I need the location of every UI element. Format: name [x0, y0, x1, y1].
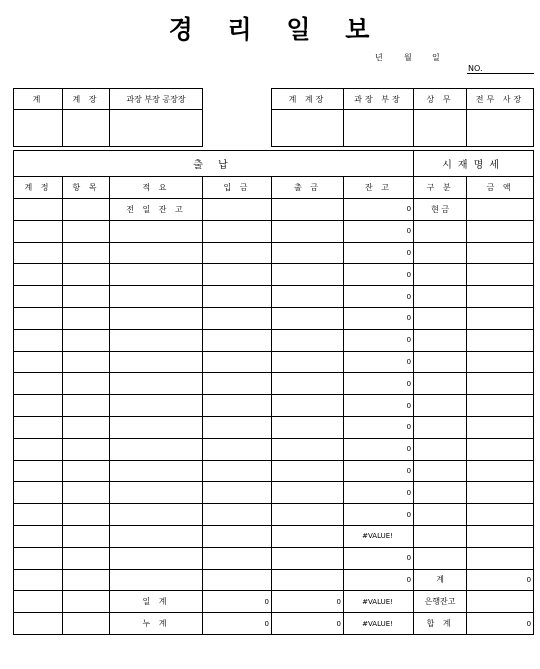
date-day-label: 일 [432, 53, 440, 62]
bank-balance-label: 은행잔고 [414, 591, 467, 613]
column-header-deposit: 입 금 [203, 177, 272, 199]
daily-total-label: 일 계 [110, 591, 203, 613]
balance-cell: 0 [344, 329, 414, 351]
account-cell[interactable] [14, 220, 63, 242]
deposit-cell[interactable] [203, 286, 272, 308]
ledger-row [14, 504, 534, 526]
cumulative-total-balance: #VALUE! [344, 613, 414, 635]
withdrawal-cell[interactable] [272, 199, 344, 221]
deposit-cell[interactable] [203, 264, 272, 286]
item-cell[interactable] [63, 504, 110, 526]
account-cell[interactable] [14, 569, 63, 591]
daily-total-in: 0 [203, 591, 272, 613]
grand-total-label: 합 계 [414, 613, 467, 635]
balance-cell: 0 [344, 504, 414, 526]
ledger-row [14, 460, 534, 482]
account-cell[interactable] [14, 351, 63, 373]
item-cell[interactable] [63, 220, 110, 242]
deposit-cell[interactable] [203, 199, 272, 221]
item-cell[interactable] [63, 351, 110, 373]
balance-cell: #VALUE! [344, 525, 414, 547]
deposit-cell[interactable] [203, 395, 272, 417]
account-cell[interactable] [14, 373, 63, 395]
cumulative-total-in: 0 [203, 613, 272, 635]
item-cell[interactable] [63, 591, 110, 613]
ledger-row [14, 373, 534, 395]
deposit-cell[interactable] [203, 329, 272, 351]
deposit-cell[interactable] [203, 416, 272, 438]
balance-cell: 0 [344, 242, 414, 264]
amount-cell[interactable] [467, 416, 534, 438]
balance-cell: 0 [344, 286, 414, 308]
category-cell [414, 547, 467, 569]
withdrawal-cell[interactable] [272, 373, 344, 395]
ledger-table [13, 150, 534, 635]
account-cell[interactable] [14, 286, 63, 308]
date-month-label: 월 [404, 53, 412, 62]
column-header-amount: 금 액 [467, 177, 534, 199]
balance-cell: 0 [344, 460, 414, 482]
deposit-cell[interactable] [203, 547, 272, 569]
ledger-row [14, 199, 534, 221]
balance-cell: 0 [344, 264, 414, 286]
amount-cell[interactable] [467, 438, 534, 460]
summary-cell[interactable] [110, 482, 203, 504]
deposit-cell[interactable] [203, 482, 272, 504]
ledger-row [14, 242, 534, 264]
item-cell[interactable] [63, 613, 110, 635]
summary-cell[interactable] [110, 329, 203, 351]
deposit-cell[interactable] [203, 351, 272, 373]
ledger-row [14, 416, 534, 438]
column-header-withdrawal: 출 금 [272, 177, 344, 199]
account-cell[interactable] [14, 199, 63, 221]
category-cell [414, 438, 467, 460]
item-cell[interactable] [63, 373, 110, 395]
amount-cell[interactable] [467, 286, 534, 308]
document-title: 경 리 일 보 [168, 15, 372, 44]
account-cell[interactable] [14, 525, 63, 547]
cumulative-total-label: 누 계 [110, 613, 203, 635]
summary-cell[interactable] [110, 416, 203, 438]
deposit-cell[interactable] [203, 460, 272, 482]
ledger-body [14, 199, 534, 591]
balance-cell: 0 [344, 373, 414, 395]
withdrawal-cell[interactable] [272, 329, 344, 351]
approval-sign-box[interactable] [110, 110, 203, 147]
item-cell[interactable] [63, 286, 110, 308]
approval-table [13, 88, 534, 147]
category-cell [414, 373, 467, 395]
category-cell [414, 351, 467, 373]
amount-cell[interactable] [467, 264, 534, 286]
withdrawal-cell[interactable] [272, 525, 344, 547]
account-cell[interactable] [14, 264, 63, 286]
withdrawal-cell[interactable] [272, 307, 344, 329]
ledger-row [14, 329, 534, 351]
item-cell[interactable] [63, 569, 110, 591]
item-cell[interactable] [63, 199, 110, 221]
category-cell [414, 220, 467, 242]
daily-total-out: 0 [272, 591, 344, 613]
withdrawal-cell[interactable] [272, 547, 344, 569]
summary-cell[interactable] [110, 373, 203, 395]
approval-sign-box[interactable] [414, 110, 467, 147]
item-cell[interactable] [63, 395, 110, 417]
item-cell[interactable] [63, 242, 110, 264]
deposit-cell[interactable] [203, 242, 272, 264]
item-cell[interactable] [63, 482, 110, 504]
previous-balance-label: 전 일 잔 고 [110, 199, 203, 221]
summary-cell[interactable] [110, 547, 203, 569]
balance-cell: 0 [344, 395, 414, 417]
deposit-cell[interactable] [203, 373, 272, 395]
summary-cell[interactable] [110, 286, 203, 308]
summary-cell[interactable] [110, 220, 203, 242]
category-cell [414, 525, 467, 547]
summary-cell[interactable] [110, 569, 203, 591]
account-cell[interactable] [14, 460, 63, 482]
withdrawal-cell[interactable] [272, 569, 344, 591]
cash-label: 현 금 [414, 199, 467, 221]
column-header-summary: 적 요 [110, 177, 203, 199]
category-cell [414, 482, 467, 504]
approval-header-manager: 과장 부장 [344, 89, 414, 110]
column-header-item: 항 목 [63, 177, 110, 199]
section-header-cash-detail: 시재명세 [414, 151, 534, 177]
approval-sign-box[interactable] [63, 110, 110, 147]
grand-total-value: 0 [467, 613, 534, 635]
category-cell [414, 416, 467, 438]
balance-cell: 0 [344, 307, 414, 329]
amount-cell[interactable] [467, 547, 534, 569]
account-cell[interactable] [14, 395, 63, 417]
withdrawal-cell[interactable] [272, 416, 344, 438]
ledger-row [14, 220, 534, 242]
account-cell[interactable] [14, 504, 63, 526]
amount-cell[interactable] [467, 395, 534, 417]
deposit-cell[interactable] [203, 525, 272, 547]
item-cell[interactable] [63, 525, 110, 547]
category-cell [414, 286, 467, 308]
withdrawal-cell[interactable] [272, 242, 344, 264]
approval-header-director: 상 무 [414, 89, 467, 110]
balance-cell: 0 [344, 351, 414, 373]
approval-sign-box[interactable] [272, 110, 344, 147]
withdrawal-cell[interactable] [272, 286, 344, 308]
summary-cell[interactable] [110, 242, 203, 264]
withdrawal-cell[interactable] [272, 504, 344, 526]
ledger-row [14, 482, 534, 504]
ledger-row [14, 547, 534, 569]
ledger-row [14, 569, 534, 591]
date-year-label: 년 [375, 53, 383, 62]
amount-cell[interactable] [467, 199, 534, 221]
amount-cell[interactable] [467, 525, 534, 547]
ledger-row [14, 395, 534, 417]
account-cell[interactable] [14, 307, 63, 329]
account-cell[interactable] [14, 242, 63, 264]
withdrawal-cell[interactable] [272, 220, 344, 242]
section-header-income-outgo: 출 납 [14, 151, 414, 177]
balance-cell: 0 [344, 482, 414, 504]
balance-cell: 0 [344, 220, 414, 242]
withdrawal-cell[interactable] [272, 351, 344, 373]
ledger-row [14, 351, 534, 373]
ledger-row [14, 286, 534, 308]
withdrawal-cell[interactable] [272, 482, 344, 504]
balance-cell: 0 [344, 416, 414, 438]
daily-total-balance: #VALUE! [344, 591, 414, 613]
subtotal-label: 계 [414, 569, 467, 591]
column-header-category: 구 분 [414, 177, 467, 199]
deposit-cell[interactable] [203, 307, 272, 329]
category-cell [414, 242, 467, 264]
item-cell[interactable] [63, 329, 110, 351]
account-cell[interactable] [14, 438, 63, 460]
deposit-cell[interactable] [203, 438, 272, 460]
column-header-balance: 잔 고 [344, 177, 414, 199]
amount-cell[interactable] [467, 351, 534, 373]
item-cell[interactable] [63, 460, 110, 482]
deposit-cell[interactable] [203, 569, 272, 591]
approval-header-staff: 계 [14, 89, 63, 110]
amount-cell[interactable] [467, 460, 534, 482]
account-cell[interactable] [14, 329, 63, 351]
approval-sign-box[interactable] [467, 110, 534, 147]
withdrawal-cell[interactable] [272, 264, 344, 286]
balance-cell: 0 [344, 199, 414, 221]
column-header-account: 계 정 [14, 177, 63, 199]
summary-cell[interactable] [110, 504, 203, 526]
ledger-row [14, 438, 534, 460]
category-cell [414, 460, 467, 482]
summary-cell[interactable] [110, 525, 203, 547]
summary-cell[interactable] [110, 460, 203, 482]
approval-header-managers: 과장 부장 공장장 [110, 89, 203, 110]
withdrawal-cell[interactable] [272, 460, 344, 482]
account-cell[interactable] [14, 591, 63, 613]
category-cell [414, 395, 467, 417]
amount-cell[interactable] [467, 591, 534, 613]
amount-cell[interactable] [467, 307, 534, 329]
amount-cell[interactable] [467, 220, 534, 242]
category-cell [414, 264, 467, 286]
amount-cell[interactable] [467, 482, 534, 504]
approval-header-president: 전무 사장 [467, 89, 534, 110]
account-cell[interactable] [14, 613, 63, 635]
deposit-cell[interactable] [203, 220, 272, 242]
withdrawal-cell[interactable] [272, 438, 344, 460]
account-cell[interactable] [14, 547, 63, 569]
item-cell[interactable] [63, 264, 110, 286]
ledger-row [14, 525, 534, 547]
ledger-row [14, 264, 534, 286]
account-cell[interactable] [14, 482, 63, 504]
ledger-row [14, 307, 534, 329]
approval-header-staff-chief: 계 계장 [272, 89, 344, 110]
amount-cell[interactable] [467, 242, 534, 264]
summary-cell[interactable] [110, 395, 203, 417]
amount-cell[interactable] [467, 504, 534, 526]
approval-header-chief: 계 장 [63, 89, 110, 110]
amount-cell[interactable] [467, 373, 534, 395]
balance-cell: 0 [344, 438, 414, 460]
category-cell [414, 307, 467, 329]
item-cell[interactable] [63, 547, 110, 569]
withdrawal-cell[interactable] [272, 395, 344, 417]
cumulative-total-out: 0 [272, 613, 344, 635]
subtotal-value: 0 [467, 569, 534, 591]
approval-sign-box[interactable] [14, 110, 63, 147]
account-cell[interactable] [14, 416, 63, 438]
item-cell[interactable] [63, 438, 110, 460]
summary-cell[interactable] [110, 438, 203, 460]
amount-cell[interactable] [467, 329, 534, 351]
category-cell [414, 504, 467, 526]
item-cell[interactable] [63, 307, 110, 329]
balance-cell: 0 [344, 547, 414, 569]
summary-cell[interactable] [110, 351, 203, 373]
deposit-cell[interactable] [203, 504, 272, 526]
document-number-field[interactable]: NO. [467, 64, 534, 74]
item-cell[interactable] [63, 416, 110, 438]
summary-cell[interactable] [110, 307, 203, 329]
approval-sign-box[interactable] [344, 110, 414, 147]
balance-cell: 0 [344, 569, 414, 591]
category-cell [414, 329, 467, 351]
summary-cell[interactable] [110, 264, 203, 286]
